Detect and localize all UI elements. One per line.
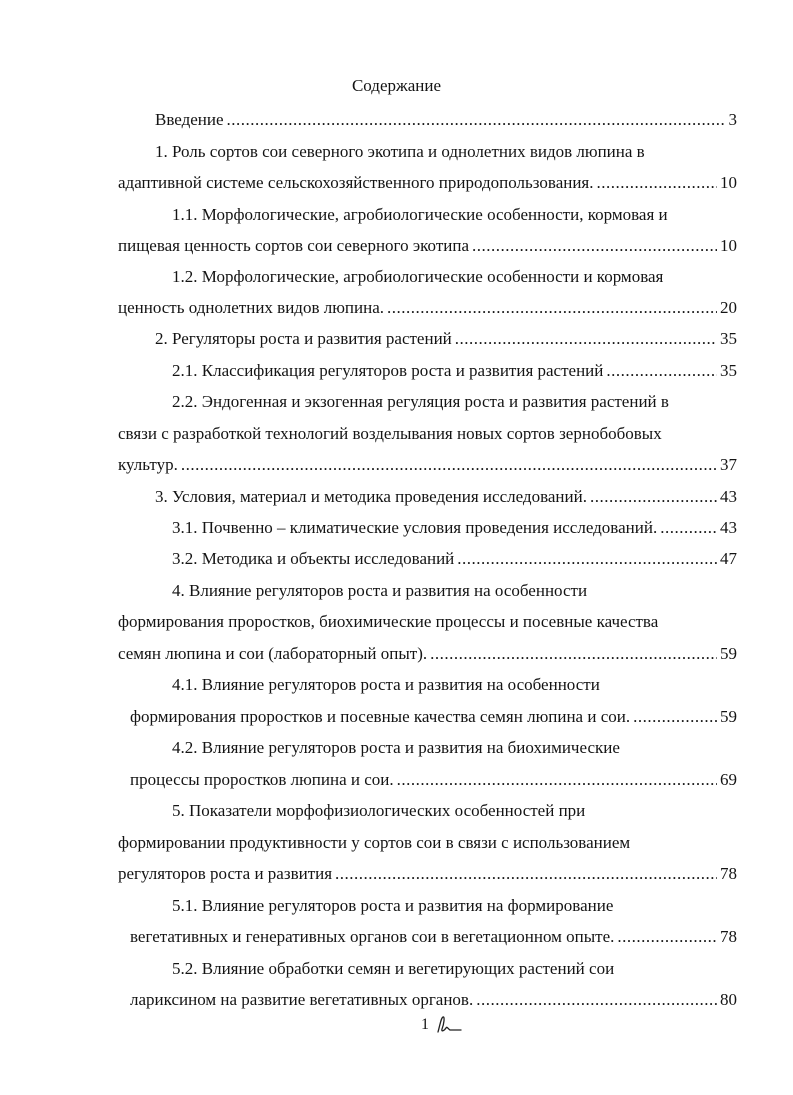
dot-leader (181, 453, 717, 477)
toc-entry-text: 5.2. Влияние обработки семян и вегетирующих растений сои (172, 959, 615, 978)
toc-entry[interactable] (130, 925, 737, 949)
toc-entry-text: Введение (155, 110, 224, 129)
toc-entry[interactable] (172, 359, 737, 383)
toc-entry[interactable] (118, 171, 737, 195)
toc-entry[interactable] (130, 768, 737, 792)
toc-entry[interactable] (118, 234, 737, 258)
toc-entry-text: 5. Показатели морфофизиологических особенностей при (172, 801, 586, 820)
page-title: Содержание (351, 76, 442, 95)
toc-entry-text: регуляторов роста и развития (118, 864, 333, 883)
toc-page-number: 37 (720, 455, 737, 474)
dot-leader (590, 485, 717, 509)
toc-entry[interactable] (172, 516, 737, 540)
toc-page-number: 43 (720, 487, 737, 506)
toc-entry[interactable] (155, 485, 737, 509)
dot-leader (660, 516, 717, 540)
dot-leader (387, 296, 717, 320)
toc-entry-text: 4.1. Влияние регуляторов роста и развития на особенности (172, 675, 600, 694)
toc-entry-text: 4.2. Влияние регуляторов роста и развития на биохимические (172, 738, 620, 757)
dot-leader (455, 327, 717, 351)
toc-page-number: 3 (728, 110, 737, 129)
page-number: 1 (421, 1016, 429, 1033)
toc-page-number: 47 (720, 549, 737, 568)
toc-page-number: 35 (720, 329, 737, 348)
toc-page-number: 43 (720, 518, 737, 537)
toc-entry-text: 2.2. Эндогенная и экзогенная регуляция роста и развития растений в (172, 392, 669, 411)
toc-entry-text: адаптивной системе сельскохозяйственного природопользования. (118, 173, 594, 192)
toc-entry-text: вегетативных и генеративных органов сои в вегетационном опыте. (130, 927, 615, 946)
toc-entry[interactable] (118, 862, 737, 886)
toc-entry-text: формирования проростков и посевные качества семян люпина и сои. (130, 707, 631, 726)
toc-page-number: 69 (720, 770, 737, 789)
toc-entry-text: формировании продуктивности у сортов сои в связи с использованием (118, 833, 631, 852)
toc-page-number: 78 (720, 864, 737, 883)
dot-leader (633, 705, 717, 729)
page-footer (421, 1013, 463, 1037)
toc-entry[interactable] (118, 296, 737, 320)
toc-page-number: 10 (720, 173, 737, 192)
toc-page-number: 35 (720, 361, 737, 380)
toc-entry-text: 4. Влияние регуляторов роста и развития на особенности (172, 581, 588, 600)
dot-leader (597, 171, 717, 195)
toc-page-number: 78 (720, 927, 737, 946)
toc-entry-text: лариксином на развитие вегетативных органов. (130, 990, 474, 1009)
toc-page-number: 59 (720, 707, 737, 726)
handwritten-mark-icon (435, 1015, 463, 1035)
toc-entry[interactable] (118, 642, 737, 666)
toc-entry[interactable] (155, 108, 737, 132)
toc-entry-text: 3. Условия, материал и методика проведения исследований. (155, 487, 587, 506)
toc-entry[interactable] (130, 705, 737, 729)
toc-entry[interactable] (155, 327, 737, 351)
toc-entry-text: 3.1. Почвенно – климатические условия проведения исследований. (172, 518, 658, 537)
toc-page-number: 10 (720, 236, 737, 255)
dot-leader (617, 925, 717, 949)
dot-leader (476, 988, 717, 1012)
toc-page-number: 20 (720, 298, 737, 317)
toc-entry-text: 3.2. Методика и объекты исследований (172, 549, 455, 568)
toc-entry-text: связи с разработкой технологий возделывания новых сортов зернобобовых (118, 424, 662, 443)
toc-entry-text: 1. Роль сортов сои северного экотипа и однолетних видов люпина в (155, 142, 645, 161)
toc-entry-text: 2. Регуляторы роста и развития растений (155, 329, 452, 348)
toc-entry-text: 1.1. Морфологические, агробиологические особенности, кормовая и (172, 205, 668, 224)
dot-leader (430, 642, 717, 666)
dot-leader (397, 768, 717, 792)
toc-entry[interactable] (172, 547, 737, 571)
toc-entry-text: 2.1. Классификация регуляторов роста и развития растений (172, 361, 604, 380)
toc-entry-text: 1.2. Морфологические, агробиологические особенности и кормовая (172, 267, 664, 286)
toc-entry[interactable] (118, 453, 737, 477)
toc-entry-text: ценность однолетних видов люпина. (118, 298, 384, 317)
toc-entry-text: формирования проростков, биохимические процессы и посевные качества (118, 612, 659, 631)
toc-page-number: 80 (720, 990, 737, 1009)
toc-entry-text: культур. (118, 455, 178, 474)
dot-leader (606, 359, 717, 383)
toc-entry-text: пищевая ценность сортов сои северного экотипа (118, 236, 469, 255)
toc-entry-text: 5.1. Влияние регуляторов роста и развития на формирование (172, 896, 614, 915)
toc-entry-text: семян люпина и сои (лабораторный опыт). (118, 644, 428, 663)
toc-page-number: 59 (720, 644, 737, 663)
dot-leader (335, 862, 717, 886)
dot-leader (472, 234, 717, 258)
dot-leader (227, 108, 726, 132)
dot-leader (457, 547, 717, 571)
toc-entry[interactable] (130, 988, 737, 1012)
toc-entry-text: процессы проростков люпина и сои. (130, 770, 394, 789)
